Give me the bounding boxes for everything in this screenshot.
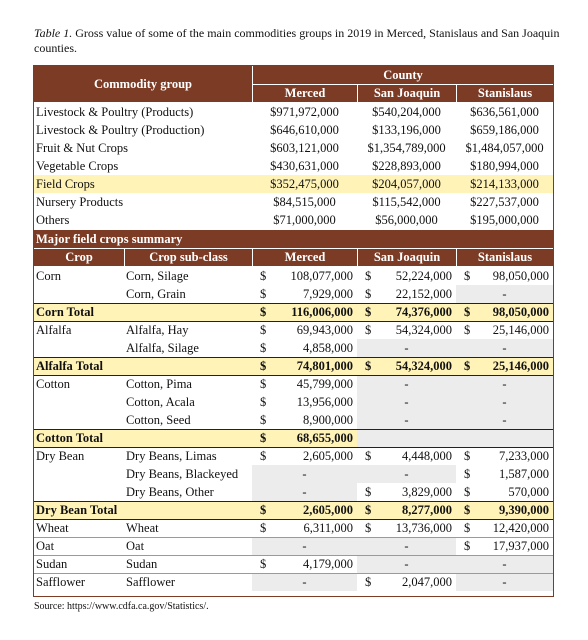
- crop-value-cell: [357, 339, 456, 357]
- caption-label: Table 1.: [34, 26, 73, 40]
- crop-value-cell: [357, 376, 456, 393]
- commodity-value: $133,196,000: [372, 122, 441, 137]
- crop-subclass: [126, 304, 252, 321]
- commodity-value: $56,000,000: [375, 212, 438, 227]
- crop-value-cell: [357, 574, 456, 591]
- commodity-value: $84,515,000: [273, 194, 336, 209]
- currency-symbol: $: [260, 394, 267, 409]
- crop-value-cell: [357, 483, 456, 501]
- crop-name: Sudan: [36, 557, 68, 571]
- currency-symbol: $: [260, 377, 267, 391]
- field-crops-summary-title: Major field crops summary: [36, 231, 183, 246]
- crop-row: [34, 321, 553, 339]
- crop-subclass: Dry Beans, Limas: [126, 449, 217, 463]
- amount: 3,829,000: [402, 484, 452, 499]
- table-header: [34, 66, 553, 102]
- crop-column-header: Crop: [65, 250, 93, 264]
- crop-value-cell: [357, 465, 456, 483]
- amount: 2,605,000: [303, 449, 353, 463]
- amount: 116,006,000: [291, 305, 353, 319]
- commodity-row: [34, 103, 553, 121]
- amount: 22,152,000: [395, 286, 452, 301]
- commodity-value: $214,133,000: [470, 176, 539, 191]
- commodity-name: Vegetable Crops: [36, 158, 119, 173]
- crop-value-cell: [357, 411, 456, 429]
- currency-symbol: $: [260, 340, 267, 355]
- caption-text: Gross value of some of the main commodities groups in 2019 in Merced, Stanislaus and San Joaquin counties.: [34, 26, 560, 55]
- amount: 25,146,000: [492, 359, 549, 373]
- crop-value-cell: [252, 322, 357, 339]
- crop-value-cell: [357, 358, 456, 375]
- crop-value-cell: [252, 502, 357, 519]
- county-header: County: [252, 66, 553, 84]
- currency-symbol: $: [464, 449, 471, 463]
- merced-column-header: Merced: [252, 84, 357, 102]
- commodity-value: $204,057,000: [372, 176, 441, 191]
- crop-value-cell: [456, 322, 553, 339]
- crop-value-cell: [456, 538, 553, 555]
- crop-value-cell: [252, 376, 357, 393]
- crop-name: [36, 393, 124, 411]
- crop-subclass: [126, 430, 252, 447]
- currency-symbol: $: [260, 268, 267, 283]
- currency-symbol: $: [365, 323, 372, 337]
- crop-total-row: [34, 357, 553, 375]
- amount: -: [404, 539, 409, 553]
- currency-symbol: $: [464, 484, 471, 499]
- commodity-value: $71,000,000: [273, 212, 336, 227]
- commodity-value: $636,561,000: [470, 104, 539, 119]
- amount: -: [404, 340, 409, 355]
- crop-value-cell: [252, 483, 357, 501]
- amount: 69,943,000: [296, 323, 353, 337]
- amount: 25,146,000: [492, 323, 549, 337]
- currency-symbol: $: [365, 359, 372, 373]
- san-joaquin-column-header: San Joaquin: [357, 84, 456, 102]
- crop-name: Oat: [36, 539, 55, 553]
- source-note: Source: https://www.cdfa.ca.gov/Statistics/.: [34, 601, 209, 612]
- currency-symbol: $: [365, 521, 372, 535]
- crop-subclass: Safflower: [126, 575, 176, 589]
- crop-subclass: Sudan: [126, 557, 158, 571]
- crop-value-cell: [456, 393, 553, 411]
- commodity-row: [34, 193, 553, 211]
- crop-name: [36, 411, 124, 429]
- amount: 570,000: [508, 484, 549, 499]
- amount: -: [502, 286, 507, 301]
- crop-value-cell: [456, 430, 553, 447]
- currency-symbol: $: [464, 359, 471, 373]
- crop-value-cell: [456, 358, 553, 375]
- commodity-value: $646,610,000: [270, 122, 339, 137]
- amount: 98,050,000: [492, 268, 549, 283]
- amount: 74,376,000: [395, 305, 452, 319]
- commodity-value: $1,354,789,000: [367, 140, 446, 155]
- amount: 54,324,000: [395, 359, 452, 373]
- crop-row: [34, 465, 553, 483]
- amount: -: [404, 557, 409, 571]
- crop-name: Dry Bean Total: [36, 503, 118, 517]
- crop-value-cell: [252, 267, 357, 285]
- crop-name: Corn: [36, 268, 61, 283]
- amount: -: [502, 377, 507, 391]
- amount: -: [502, 557, 507, 571]
- currency-symbol: $: [260, 412, 267, 427]
- commodity-group-header: Commodity group: [93, 76, 193, 91]
- crop-subclass: [126, 358, 252, 375]
- commodity-name: Nursery Products: [36, 194, 124, 209]
- crop-row: [34, 483, 553, 501]
- crop-row: [34, 393, 553, 411]
- currency-symbol: $: [464, 305, 471, 319]
- amount: -: [302, 539, 307, 553]
- crop-value-cell: [456, 465, 553, 483]
- crop-row: [34, 267, 553, 285]
- commodity-value: $971,972,000: [270, 104, 339, 119]
- crop-value-cell: [252, 304, 357, 321]
- crop-value-cell: [456, 502, 553, 519]
- crop-name: Alfalfa: [36, 323, 72, 337]
- commodity-name: Livestock & Poultry (Products): [36, 104, 194, 119]
- crop-value-cell: [252, 393, 357, 411]
- crop-value-cell: [252, 574, 357, 591]
- commodity-name: Livestock & Poultry (Production): [36, 122, 205, 137]
- commodity-value: $603,121,000: [270, 140, 339, 155]
- crop-value-cell: [456, 483, 553, 501]
- commodity-value: $180,994,000: [470, 158, 539, 173]
- commodity-value: $227,537,000: [470, 194, 539, 209]
- commodity-value: $228,893,000: [372, 158, 441, 173]
- crop-total-row: [34, 429, 553, 447]
- currency-symbol: $: [365, 484, 372, 499]
- commodities-table: [33, 65, 554, 597]
- currency-symbol: $: [365, 575, 372, 589]
- currency-symbol: $: [464, 268, 471, 283]
- amount: 8,900,000: [303, 412, 353, 427]
- crop-subclass: Wheat: [126, 521, 159, 535]
- amount: 1,587,000: [499, 466, 549, 481]
- currency-symbol: $: [260, 286, 267, 301]
- amount: 8,277,000: [402, 503, 452, 517]
- amount: 74,801,000: [296, 359, 353, 373]
- commodity-value: $352,475,000: [270, 176, 339, 191]
- crop-row: [34, 519, 553, 537]
- currency-symbol: $: [260, 557, 267, 571]
- amount: 6,311,000: [303, 521, 353, 535]
- currency-symbol: $: [365, 286, 372, 301]
- crop-subclass: Oat: [126, 539, 145, 553]
- crop-row: [34, 285, 553, 303]
- crop-value-cell: [357, 285, 456, 303]
- commodity-row: [34, 157, 553, 175]
- crop-subclass: Alfalfa, Silage: [126, 340, 199, 355]
- amount: 52,224,000: [395, 268, 452, 283]
- crop-total-row: [34, 303, 553, 321]
- crop-value-cell: [456, 285, 553, 303]
- amount: -: [502, 340, 507, 355]
- crop-name: Cotton Total: [36, 431, 104, 445]
- crop-value-cell: [252, 358, 357, 375]
- crop-row: [34, 555, 553, 573]
- commodity-row: [34, 211, 553, 229]
- crop-value-cell: [357, 448, 456, 465]
- crop-value-cell: [357, 538, 456, 555]
- currency-symbol: $: [260, 323, 267, 337]
- currency-symbol: $: [260, 305, 267, 319]
- crop-value-cell: [456, 574, 553, 591]
- commodity-name: Others: [36, 212, 70, 227]
- amount: 2,047,000: [402, 575, 452, 589]
- amount: -: [302, 484, 307, 499]
- amount: 2,605,000: [303, 503, 353, 517]
- commodity-value: $195,000,000: [470, 212, 539, 227]
- crop-row: [34, 411, 553, 429]
- commodity-value: $540,204,000: [372, 104, 441, 119]
- crop-value-cell: [252, 411, 357, 429]
- merced-header: Merced: [252, 249, 357, 266]
- san-joaquin-header: San Joaquin: [357, 249, 456, 266]
- amount: -: [302, 466, 307, 481]
- field-crops-section-header: [34, 230, 553, 248]
- crop-name: Corn Total: [36, 305, 95, 319]
- stanislaus-header: Stanislaus: [456, 249, 553, 266]
- amount: 4,858,000: [303, 340, 353, 355]
- crop-value-cell: [357, 430, 456, 447]
- crop-name: [36, 465, 124, 483]
- crop-value-cell: [252, 339, 357, 357]
- crop-subclass: Alfalfa, Hay: [126, 323, 189, 337]
- amount: 17,937,000: [492, 539, 549, 553]
- currency-symbol: $: [260, 449, 267, 463]
- crop-name: [36, 483, 124, 501]
- crop-value-cell: [456, 411, 553, 429]
- amount: 45,799,000: [296, 377, 353, 391]
- crop-value-cell: [357, 304, 456, 321]
- crop-value-cell: [252, 448, 357, 465]
- amount: -: [404, 377, 409, 391]
- stanislaus-column-header: Stanislaus: [456, 84, 553, 102]
- amount: 108,077,000: [290, 268, 353, 283]
- currency-symbol: $: [464, 521, 471, 535]
- currency-symbol: $: [464, 539, 471, 553]
- crop-name: [36, 339, 124, 357]
- commodity-name: Fruit & Nut Crops: [36, 140, 129, 155]
- currency-symbol: $: [365, 268, 372, 283]
- currency-symbol: $: [260, 521, 267, 535]
- crop-value-cell: [456, 376, 553, 393]
- crop-subclass: Corn, Grain: [126, 286, 186, 301]
- crop-subclass: Cotton, Pima: [126, 377, 192, 391]
- crop-value-cell: [456, 267, 553, 285]
- currency-symbol: $: [464, 503, 471, 517]
- crop-value-cell: [252, 556, 357, 573]
- crop-row: [34, 375, 553, 393]
- crop-row: [34, 573, 553, 591]
- amount: 13,956,000: [296, 394, 353, 409]
- amount: 9,390,000: [499, 503, 549, 517]
- crop-name: Safflower: [36, 575, 86, 589]
- crop-subclass: Cotton, Acala: [126, 394, 195, 409]
- crop-value-cell: [252, 520, 357, 537]
- commodity-value: $1,484,057,000: [465, 140, 544, 155]
- crop-row: [34, 447, 553, 465]
- currency-symbol: $: [365, 449, 372, 463]
- currency-symbol: $: [464, 466, 471, 481]
- amount: -: [404, 412, 409, 427]
- crop-value-cell: [252, 430, 357, 447]
- crop-subclass: Dry Beans, Other: [126, 484, 214, 499]
- amount: -: [502, 412, 507, 427]
- crop-value-cell: [357, 556, 456, 573]
- amount: 68,655,000: [296, 431, 353, 445]
- crop-subclass: Dry Beans, Blackeyed: [126, 466, 239, 481]
- amount: -: [502, 575, 507, 589]
- commodity-value: $115,542,000: [372, 194, 441, 209]
- crop-value-cell: [252, 465, 357, 483]
- crop-subclass: Corn, Silage: [126, 268, 189, 283]
- crop-value-cell: [456, 556, 553, 573]
- commodity-row: [34, 139, 553, 157]
- crop-value-cell: [252, 285, 357, 303]
- crop-name: Cotton: [36, 377, 71, 391]
- commodity-row: [34, 175, 553, 193]
- amount: 7,929,000: [303, 286, 353, 301]
- crop-name: Wheat: [36, 521, 69, 535]
- amount: -: [404, 394, 409, 409]
- currency-symbol: $: [365, 503, 372, 517]
- crop-value-cell: [456, 520, 553, 537]
- crop-name: Dry Bean: [36, 449, 85, 463]
- amount: 13,736,000: [395, 521, 452, 535]
- field-crops-column-headers: [34, 248, 553, 266]
- amount: -: [502, 394, 507, 409]
- crop-subclass: [126, 502, 252, 519]
- crop-value-cell: [357, 393, 456, 411]
- crop-row: [34, 537, 553, 555]
- crop-subclass-column-header: Crop sub-class: [124, 249, 252, 266]
- currency-symbol: $: [365, 305, 372, 319]
- crop-row: [34, 339, 553, 357]
- currency-symbol: $: [260, 431, 267, 445]
- crop-total-row: [34, 501, 553, 519]
- amount: 4,179,000: [303, 557, 353, 571]
- crop-value-cell: [357, 520, 456, 537]
- crop-value-cell: [357, 322, 456, 339]
- commodity-name: Field Crops: [36, 176, 95, 191]
- amount: 4,448,000: [402, 449, 452, 463]
- crop-name: Alfalfa Total: [36, 359, 104, 373]
- amount: 54,324,000: [395, 323, 452, 337]
- crop-subclass: Cotton, Seed: [126, 412, 191, 427]
- commodity-value: $430,631,000: [270, 158, 339, 173]
- commodity-row: [34, 121, 553, 139]
- amount: -: [404, 466, 409, 481]
- amount: 98,050,000: [492, 305, 549, 319]
- amount: 12,420,000: [492, 521, 549, 535]
- crop-value-cell: [456, 339, 553, 357]
- currency-symbol: $: [260, 359, 267, 373]
- amount: -: [302, 575, 307, 589]
- commodity-value: $659,186,000: [470, 122, 539, 137]
- currency-symbol: $: [260, 503, 267, 517]
- crop-value-cell: [357, 502, 456, 519]
- crop-value-cell: [456, 304, 553, 321]
- crop-value-cell: [252, 538, 357, 555]
- crop-value-cell: [357, 267, 456, 285]
- crop-name: [36, 285, 124, 303]
- crop-value-cell: [456, 448, 553, 465]
- currency-symbol: $: [464, 323, 471, 337]
- amount: 7,233,000: [499, 449, 549, 463]
- table-caption: [34, 26, 564, 56]
